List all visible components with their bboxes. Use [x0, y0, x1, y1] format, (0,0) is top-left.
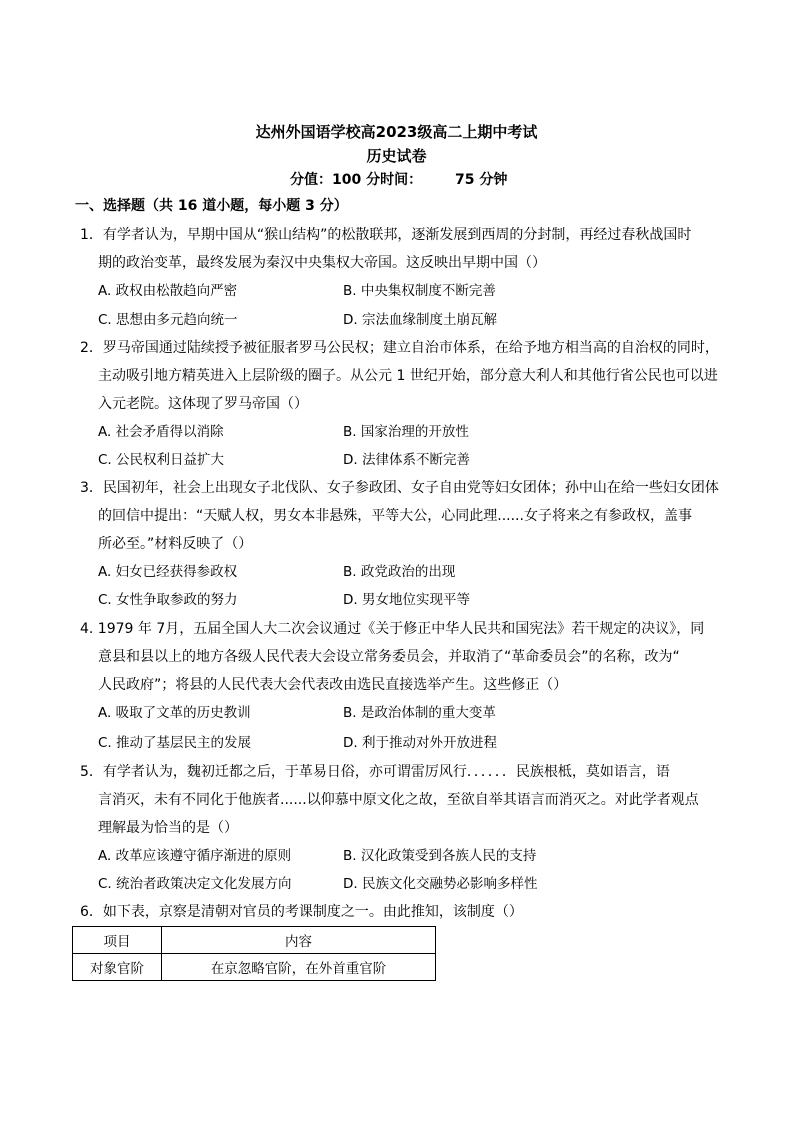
option-b: B. 国家治理的开放性: [343, 424, 469, 440]
option-a: A. 吸取了文革的历史教训: [98, 705, 251, 721]
option-c: C. 女性争取参政的努力: [98, 592, 238, 608]
question-stem-line: 人民政府”；将县的人民代表大会代表改由选民直接选举产生。这些修正（）: [98, 677, 568, 693]
option-c: C. 思想由多元趋向统一: [98, 312, 238, 328]
question-stem-line: 所必至。”材料反映了（）: [98, 536, 253, 552]
question-stem-line: 2．罗马帝国通过陆续授予被征服者罗马公民权；建立自治市体系，在给予地方相当高的自治权的同时，: [80, 340, 719, 356]
question-stem-line: 6．如下表，京察是清朝对官员的考课制度之一。由此推知，该制度（）: [80, 904, 523, 920]
table-cell: 对象官阶: [73, 954, 162, 981]
question-stem-line: 入元老院。这体现了罗马帝国（）: [98, 396, 308, 412]
option-a: A. 妇女已经获得参政权: [98, 564, 238, 580]
option-c: C. 公民权利日益扩大: [98, 452, 225, 468]
question-stem-line: 5．有学者认为，魏初迁都之后，于革易日俗，亦可谓雷厉风行．．．．．．民族根柢，莫如语言，语: [80, 764, 670, 780]
table-cell: 在京忽略官阶，在外首重官阶: [162, 954, 436, 981]
duration-value: 75 分钟: [455, 172, 508, 188]
option-a: A. 社会矛盾得以消除: [98, 424, 224, 440]
option-a: A. 改革应该遵守循序渐进的原则: [98, 848, 292, 864]
table-header-cell: 内容: [162, 927, 436, 954]
section-heading: 一、选择题（共 16 道小题，每小题 3 分）: [75, 198, 348, 214]
table-header-row: [73, 927, 436, 954]
question-stem-line: 主动吸引地方精英进入上层阶级的圈子。从公元 1 世纪开始，部分意大利人和其他行省公民也可以进: [98, 368, 718, 384]
exam-title: 达州外国语学校高2023级高二上期中考试: [255, 123, 538, 141]
table-row: [73, 954, 436, 981]
question-stem-line: 理解最为恰当的是（）: [98, 820, 238, 836]
question-stem-line: 4. 1979 年 7月，五届全国人大二次会议通过《关于修正中华人民共和国宪法》若干规定的决议》，同: [80, 621, 705, 637]
option-d: D. 男女地位实现平等: [343, 592, 470, 608]
option-d: D. 民族文化交融势必影响多样性: [343, 876, 538, 892]
option-c: C. 推动了基层民主的发展: [98, 735, 252, 751]
question-stem-line: 1．有学者认为，早期中国从“猴山结构”的松散联邦，逐渐发展到西周的分封制，再经过春秋战国时: [80, 227, 692, 243]
option-b: B. 汉化政策受到各族人民的支持: [343, 848, 537, 864]
jingcha-table: [72, 926, 436, 981]
question-stem-line: 期的政治变革，最终发展为秦汉中央集权大帝国。这反映出早期中国（）: [98, 255, 546, 271]
option-d: D. 法律体系不断完善: [343, 452, 470, 468]
option-b: B. 是政治体制的重大变革: [343, 705, 496, 721]
option-b: B. 政党政治的出现: [343, 564, 456, 580]
option-d: D. 宗法血缘制度土崩瓦解: [343, 312, 497, 328]
question-stem-line: 言消灭，未有不同化于他族者......以仰慕中原文化之故，至欲自举其语言而消灭之。对此学者观点: [98, 792, 699, 808]
option-a: A. 政权由松散趋向严密: [98, 283, 238, 299]
table-header-cell: 项目: [73, 927, 162, 954]
option-d: D. 利于推动对外开放进程: [343, 735, 497, 751]
option-c: C. 统治者政策决定文化发展方向: [98, 876, 292, 892]
exam-subject: 历史试卷: [366, 147, 427, 165]
question-stem-line: 意县和县以上的地方各级人民代表大会设立常务委员会，并取消了“革命委员会”的名称，改为“: [98, 649, 680, 665]
question-stem-line: 3．民国初年，社会上出现女子北伐队、女子参政团、女子自由党等妇女团体；孙中山在给一些妇女团体: [80, 480, 719, 496]
score-time-label: 分值：100 分时间：: [290, 172, 423, 188]
question-stem-line: 的回信中提出：“天赋人权，男女本非悬殊，平等大公，心同此理......女子将来之有参政权，盖事: [98, 508, 692, 524]
option-b: B. 中央集权制度不断完善: [343, 283, 496, 299]
